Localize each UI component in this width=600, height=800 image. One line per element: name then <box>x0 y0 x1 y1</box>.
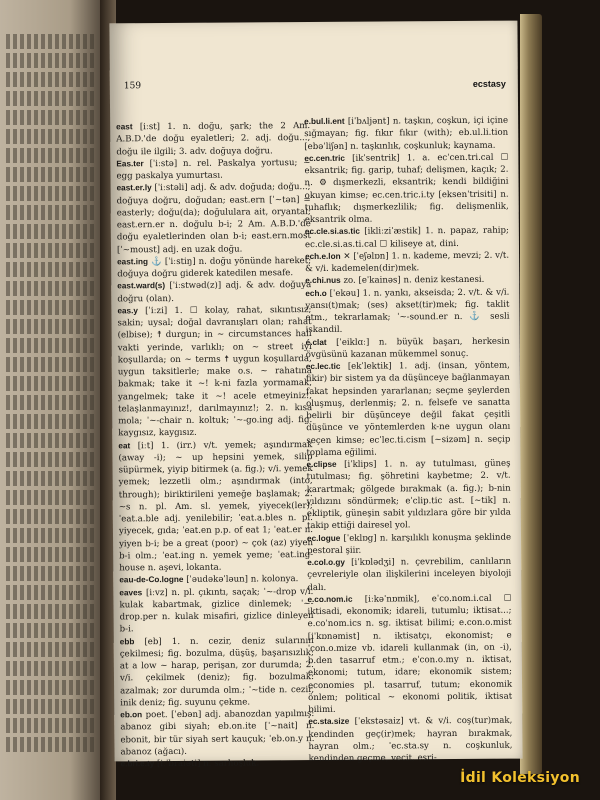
dictionary-entry <box>117 304 312 440</box>
dictionary-entry <box>116 120 310 158</box>
headword: e.co.nom.ic <box>307 594 353 604</box>
dictionary-entry <box>307 531 511 557</box>
book-cover-edge <box>520 14 542 774</box>
headword: e.bri.e.ty <box>120 759 155 769</box>
page-header <box>118 79 510 96</box>
definition: [iːvz] n. pl. çıkıntı, saçak; ˈ~-drop v/i. kulak kabartmak, gizlice dinlemek; ˈ~-drop.per n. kulak misafiri, gizlice dinleyen b-i. <box>119 586 314 635</box>
headword: eat <box>118 440 131 450</box>
dictionary-entry <box>305 225 509 251</box>
headword: eb.on <box>120 710 143 720</box>
headword: ebb <box>119 636 135 646</box>
definition: [ˈiːstəli] adj. & adv. doğuda; doğu...; doğuya doğru, doğudan; east.ern [ˈ~tən] = easterly; doğu(da); doğululara ait, oryantal; east.ern.er n. doğulu b-i; 2 Am. A.B.D.'de doğu eyaletlerinden olan b-i; east.ern.most [ˈ~moust] adj. en uzak doğu. <box>116 182 311 255</box>
definition: [ˈiːzi] 1. ☐ kolay, rahat, sıkıntısız; sakin; uysal; doğal davranışları olan; rahat (elbise); ☨ durgun; in ~ circumstances hali vakti yerinde, varlıklı; on ~ street iyi koşullarda; on ~ terms ☨ uygun koşullarda, uygun taksitlerle; make o.s. ~ rahatına bakmak; take it ~! k-ni fazla yormamak, yangelmek; take it ~! acele etmeyiniz!, telaşlanmayınız!, darılmayınız!; 2. n. kısa mola; ˈ~-chair n. koltuk; ˈ~-go.ing adj. fig. kaygısız, kaygısız. <box>117 304 313 439</box>
headword: east.er.ly <box>116 183 152 193</box>
dictionary-entry <box>304 115 508 153</box>
definition: [ˈeiklɑː] n. büyük başarı, herkesin övgüsünü kazanan mükemmel sonuç. <box>305 336 510 360</box>
headword: eau-de-Co.logne <box>119 575 184 585</box>
dictionary-entry <box>119 573 313 587</box>
definition: [ˈeklɒg] n. karşılıklı konuşma şeklinde pestoral şiir. <box>307 532 512 556</box>
definition: [iːˈbraiəti] n. sarhoşluk. <box>156 758 260 770</box>
dictionary-entry <box>306 360 511 459</box>
definition: ⚓ [ˈiːstiŋ] n. doğu yönünde hareket; doğuya doğru giderek katedilen mesafe. <box>117 255 312 280</box>
headword: eaves <box>119 587 143 597</box>
dictionary-entry <box>305 249 509 275</box>
dictionary-entry <box>121 757 315 771</box>
definition: [iˈkɒlədʒi] n. çevrebilim, canlıların çevreleriyle olan ilişkilerini inceleyen biyoloji dalı. <box>307 556 512 593</box>
headword: east.ing <box>117 256 149 267</box>
dictionary-entry <box>306 335 510 361</box>
definition: [ikˈsentrik] 1. a. ecˈcen.tri.cal ☐ eksantrik; fig. garip, tuhaf; delişmen, kaçık; 2. n. ⚙ dışmerkezli, eksantrik; kendi bildiğini okuyan kimse; ec.cen.tric.i.ty [eksenˈtrisiti] n. tuhaflık; dışmerkezlilik; fig. delişmenlik, eksantrik olma. <box>304 152 509 226</box>
definition: [ˈekstəsaiz] vt. & v/i. coş(tur)mak, kendinden geç(ir)mek; hayran bırakmak, hayran olm.; ˈec.sta.sy n. coşkunluk, kendinden geçme, vecit, esri- <box>308 715 513 765</box>
headword: ec.sta.size <box>308 717 350 727</box>
dictionary-entry <box>306 458 511 533</box>
dictionary-entry <box>120 635 315 710</box>
definition: ✕ [ˈeʃəlɒn] 1. n. kademe, mevzi; 2. v/t. & v/i. kademelen(dir)mek. <box>305 250 510 275</box>
left-page-edge <box>0 0 100 800</box>
headword: ech.e.lon <box>305 251 341 261</box>
watermark: İdil Koleksiyon <box>460 770 580 786</box>
dictionary-entry <box>116 157 310 183</box>
left-column <box>116 120 315 771</box>
definition: [ˈiːstwəd(z)] adj. & adv. doğuya doğru (olan). <box>117 280 312 304</box>
definition: [iˈbʌljənt] n. taşkın, coşkun, içi içine sığmayan; fig. fıkır fıkır (with); eb.ul.li.tion [ebəˈliʃən] n. taşkınlık, coşkunluk; kaynama. <box>304 115 509 152</box>
dictionary-entry <box>304 151 509 226</box>
left-page-text-blur <box>6 30 96 756</box>
dictionary-page <box>109 21 522 770</box>
right-column <box>304 115 513 766</box>
definition: [ekˈlektik] 1. adj. (insan, yöntem, fikir) bir sistem ya da düşünceye bağlanmayan fakat hepsinden yararlanan; seçme şeylerden oluşmuş, derlenmiş; 2. n. felsefe ve sanatta belirli bir düşünceye değil fakat çeşitli düşünce ve yöntemlerden k-ne uygun olanı seçen kimse; ecˈlec.ti.cism [~sizəm] n. seçip toplama eğilimi. <box>305 360 511 458</box>
guide-word: ecstasy <box>472 78 506 89</box>
dictionary-entry <box>119 586 313 636</box>
headword: ec.cle.si.as.tic <box>304 226 360 237</box>
headword: e.col.o.gy <box>307 557 345 568</box>
dictionary-entry <box>305 274 509 288</box>
headword: Eas.ter <box>116 158 144 169</box>
definition: [iːkəˈnɒmik], eˈco.nom.i.cal ☐ iktisadi, ekonomik; idareli, tutumlu; iktisat...; e.coˈnom.ics n. sg. iktisat bilimi; e.con.o.mist [iˈkɒnəmist] n. iktisatçı, ekonomist; eˈcon.o.mize vb. idareli kullanmak (in, on -i), b.den tasarruf etm.; eˈcon.o.my n. iktisat, ekonomi; tutum, idare; ekonomik sistem; economies pl. tasarruf, tutum; ekonomik önlem; political ~ ekonomi politik, iktisat bilimi. <box>307 593 513 716</box>
dictionary-entry <box>118 439 313 575</box>
headword: ec.logue <box>306 533 341 543</box>
dictionary-entry <box>308 715 512 765</box>
headword: e.chi.nus <box>305 276 341 286</box>
definition: [eb] 1. n. cezir, deniz sularının çekilmesi; fig. bozulma, düşüş, başarısızlık; at a low ~ harap, perişan, zor durumda; 2. v/i. çekilmek (deniz); fig. bozulmak: azalmak; zor durumda olm.; ˈ~tide n. cezir, inik deniz; fig. suyunu çekme. <box>119 635 315 709</box>
definition: [ˈəudəkəˈləun] n. kolonya. <box>186 574 299 586</box>
dictionary-entry <box>120 708 314 758</box>
dictionary-entry <box>117 255 311 281</box>
headword: e.bul.li.ent <box>304 116 345 127</box>
headword: eas.y <box>117 305 138 316</box>
dictionary-entry <box>305 286 509 336</box>
definition: [ikliːziˈæstik] 1. n. papaz, rahip; ec.cle.si.as.ti.cal ☐ kiliseye at, dini. <box>304 225 509 250</box>
headword: ec.cen.tric <box>304 153 345 163</box>
definition: [iˈklips] 1. n. ay tutulması, güneş tutulması; fig. şöhretini kaybetme; 2. v/t. karartmak; gölgede bırakmak (a. fig.); b-nin yıldızını söndürmek; eˈclip.tic ast. [~tik] n. ekliptik, güneşin sabit yıldızlara göre bir yılda takip ettiği dairesel yol. <box>306 458 511 532</box>
headword: ech.o <box>305 288 327 298</box>
definition: [iːt] 1. (irr.) v/t. yemek; aşındırmak (away -i); ~ up hepsini yemek, silip süpürmek, yiyip bitirmek (a. fig.); v/i. yemek yemek; lezzetli olm.; aşındırmak (into, through); biriktirileni yemeğe başlamak; 2. ~s n. pl. Am. sl. yemek, yiyecek(ler); ˈeat.a.ble adj. yenilebilir; ˈeat.a.bles n. pl. yiyecek, gıda; ˈeat.en p.p. of eat 1; ˈeat.er n. yiyen b-i; be a great (poor) ~ çok (az) yiyen b-i olm.; ˈeat.ing n. yemek yeme; ˈeat.ing-house n. aşevi, lokanta. <box>118 439 314 574</box>
definition: [iːst] 1. n. doğu, şark; the 2 Am. A.B.D.'de doğu eyaletleri; 2. adj. doğu..., doğu ile ilgili; 3. adv. doğuya doğru. <box>116 121 311 157</box>
headword: east <box>116 122 133 132</box>
definition: [ˈekəu] 1. n. yankı, akseisda; 2. v/t. & v/i. yansı(t)mak; (ses) akset(tir)mek; fig. taklit etm., tekrarlamak; ˈ~-sound.er n. ⚓ sesli iskandil. <box>305 287 510 336</box>
dictionary-entry <box>307 592 512 716</box>
headword: east.ward(s) <box>117 281 166 291</box>
page-number: 159 <box>123 81 142 92</box>
definition: poet. [ˈebən] adj. abanozdan yapılmış: abanoz gibi siyah; eb.on.ite [ˈ~nait] n. ebonit, bir tür siyah sert kauçuk; ˈeb.on.y n. abanoz (ağacı). <box>120 709 315 758</box>
definition: [ˈiːstə] n. rel. Paskalya yortusu; ~ egg paskalya yumurtası. <box>116 157 311 182</box>
headword: é.clat <box>305 337 327 347</box>
dictionary-entry <box>117 181 312 256</box>
definition: zo. [eˈkainəs] n. deniz kestanesi. <box>343 275 485 287</box>
headword: e.clipse <box>306 459 337 470</box>
dictionary-entry <box>117 279 311 305</box>
headword: ec.lec.tic <box>305 361 341 372</box>
dictionary-entry <box>307 556 511 594</box>
